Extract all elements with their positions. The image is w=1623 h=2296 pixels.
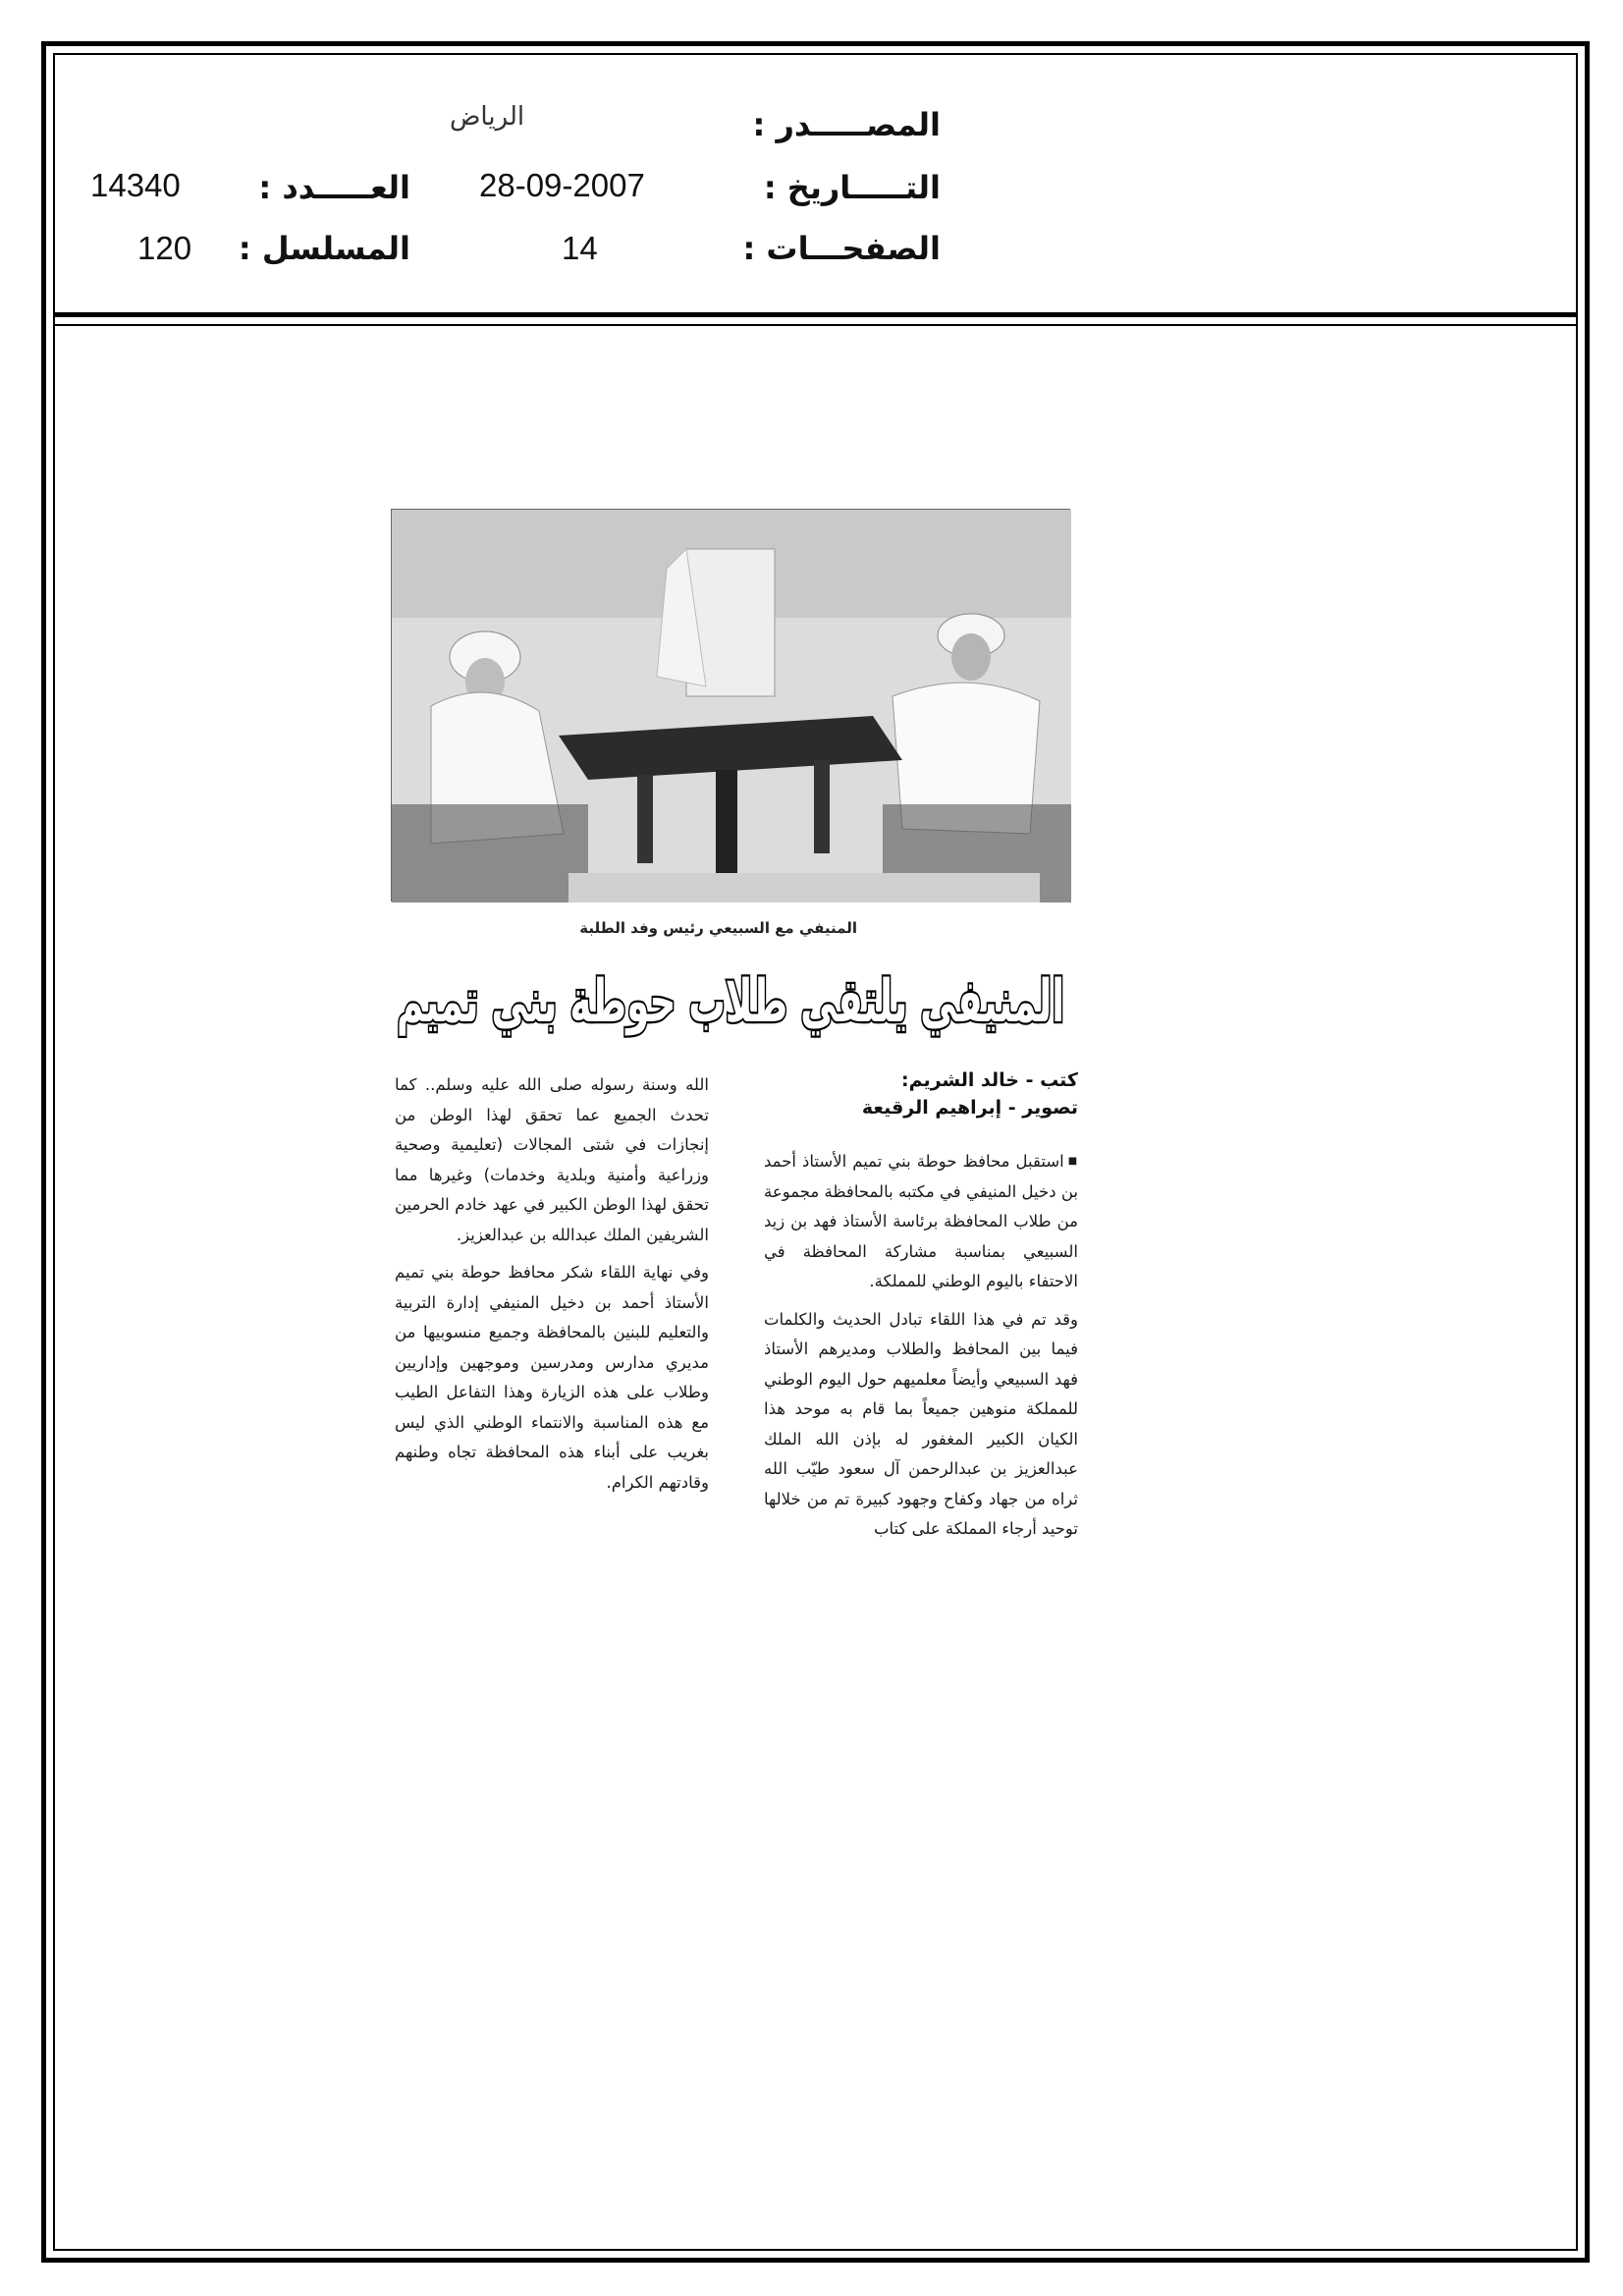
- source-value: الرياض: [450, 102, 525, 132]
- serial-label: المسلسل :: [238, 230, 410, 267]
- byline: [862, 1066, 1078, 1121]
- article-column-right: [764, 1147, 1078, 1553]
- headline-graphic: [391, 958, 1070, 1041]
- headline-box: [391, 958, 1070, 1041]
- source-label: المصـــــدر :: [752, 106, 941, 143]
- article-column-left: [395, 1070, 709, 1505]
- article-photo-illustration: [392, 510, 1071, 902]
- pages-value: 14: [562, 230, 598, 266]
- headline: المنيفي يلتقي طلاب حوطة بني تميم: [397, 967, 1064, 1036]
- bullet-square-icon: ■: [1067, 1156, 1078, 1168]
- article-paragraph-4: وفي نهاية اللقاء شكر محافظ حوطة بني تميم الأستاذ أحمد بن دخيل المنيفي إدارة التربية والتعليم للبنين بالمحافظة وجميع منسوبيها من مديري مدارس ومدرسين وموجهين وإداريين وطلاب على هذه الزيارة وهذا التفاعل الطيب مع هذه المناسبة والانتماء الوطني الذي ليس بغريب على أبناء هذه المحافظة تجاه وطنهم وقادتهم الكرام.: [395, 1263, 709, 1492]
- header-separator-thin: [53, 324, 1578, 326]
- date-label: التـــــاريخ :: [763, 169, 941, 206]
- date-value: 28-09-2007: [479, 167, 645, 203]
- article-paragraph-1: ■استقبل محافظ حوطة بني تميم الأستاذ أحمد بن دخيل المنيفي في مكتبه بالمحافظة مجموعة من طلاب المحافظة برئاسة الأستاذ فهد بن زيد السبيعي بمناسبة مشاركة المحافظة في الاحتفاء باليوم الوطني للمملكة.: [764, 1152, 1078, 1291]
- issue-value: 14340: [90, 167, 181, 203]
- article-photo: [391, 509, 1070, 902]
- byline-writer: كتب - خالد الشريم:: [900, 1069, 1078, 1091]
- byline-photographer: تصوير - إبراهيم الرقيعة: [861, 1097, 1078, 1119]
- header-separator-thick: [53, 312, 1578, 317]
- pages-label: الصفحـــات :: [742, 230, 941, 267]
- photo-caption: المنيفي مع السبيعي رئيس وفد الطلبة: [579, 919, 857, 937]
- newspaper-clipping: [391, 509, 1078, 1687]
- article-paragraph-3: الله وسنة رسوله صلى الله عليه وسلم.. كما تحدث الجميع عما تحقق لهذا الوطن من إنجازات في شتى المجالات (تعليمية وصحية وزراعية وأمنية وبلدية وخدمات) وغيرها مما تحقق لهذا الوطن الكبير في عهد خادم الحرمين الشريفين الملك عبدالله بن عبدالعزيز.: [395, 1075, 709, 1244]
- serial-value: 120: [137, 230, 192, 266]
- issue-label: العـــــدد :: [258, 169, 410, 206]
- article-paragraph-2: وقد تم في هذا اللقاء تبادل الحديث والكلمات فيما بين المحافظ والطلاب ومديرهم الأستاذ فهد السبيعي وأيضاً معلميهم حول اليوم الوطني للمملكة منوهين جميعاً بما قام به موحد هذا الكيان الكبير المغفور له بإذن الله الملك عبدالعزيز بن عبدالرحمن آل سعود طيّب الله ثراه من جهاد وكفاح وجهود كبيرة تم من خلالها توحيد أرجاء المملكة على كتاب: [764, 1309, 1078, 1539]
